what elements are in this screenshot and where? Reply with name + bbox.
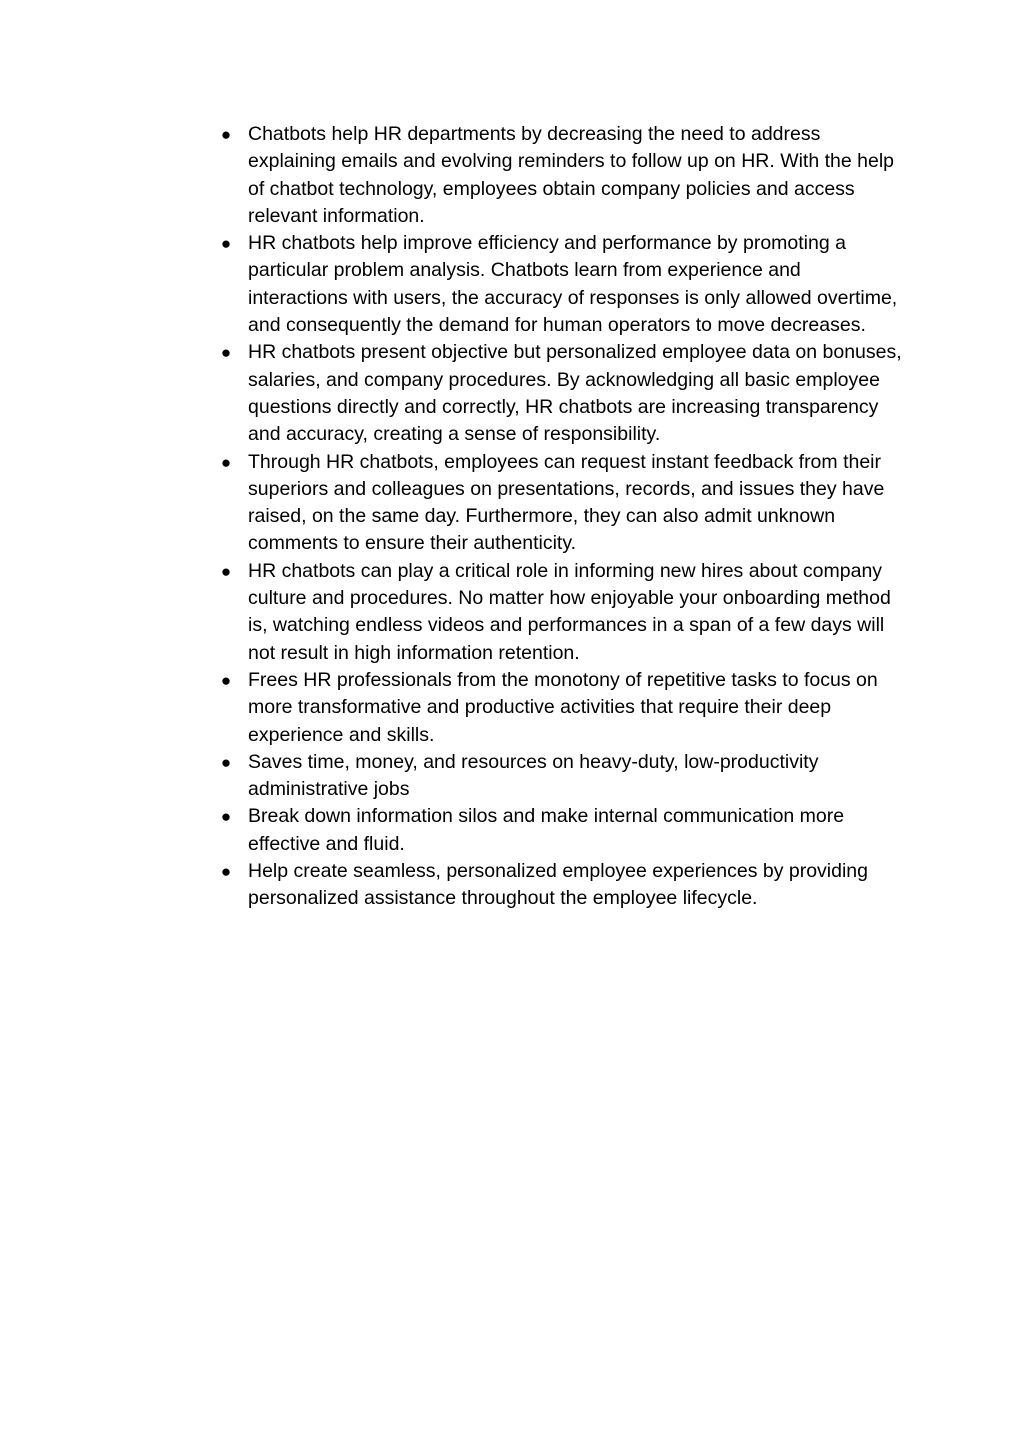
list-item (214, 858, 904, 913)
list-item-text: HR chatbots can play a critical role in informing new hires about company culture and procedures. No matter how enjoyable your onboarding method is, watching endless videos and performances in a span of a few days will not result in high information retention. (248, 559, 891, 664)
bullet-list (214, 121, 904, 913)
list-item-text: Through HR chatbots, employees can request instant feedback from their superiors and colleagues on presentations, records, and issues they have raised, on the same day. Furthermore, they can also admit unknown comments to ensure their authenticity. (248, 450, 885, 555)
bullet-icon: ● (220, 561, 232, 581)
list-item (214, 339, 904, 448)
bullet-icon: ● (220, 752, 232, 772)
list-item-text: Break down information silos and make internal communication more effective and fluid. (248, 805, 845, 855)
list-item-text: Help create seamless, personalized employee experiences by providing personalized assistance throughout the employee lifecycle. (248, 860, 869, 910)
list-item (214, 449, 904, 558)
list-item (214, 803, 904, 858)
list-item-text: HR chatbots help improve efficiency and performance by promoting a particular problem analysis. Chatbots learn from experience and interactions with users, the accuracy of responses is only allowed overtime, and consequently the demand for human operators to move decreases. (248, 232, 898, 337)
bullet-icon: ● (220, 234, 232, 254)
list-item-text: Chatbots help HR departments by decreasing the need to address explaining emails and evolving reminders to follow up on HR. With the help of chatbot technology, employees obtain company policies and access relevant information. (248, 123, 895, 227)
list-item-text: Frees HR professionals from the monotony of repetitive tasks to focus on more transformative and productive activities that require their deep experience and skills. (248, 668, 878, 746)
bullet-icon: ● (220, 670, 232, 690)
bullet-icon: ● (220, 452, 232, 472)
list-item-text: Saves time, money, and resources on heavy-duty, low-productivity administrative jobs (248, 750, 819, 801)
bullet-icon: ● (220, 862, 232, 882)
list-item (214, 749, 904, 804)
list-item (214, 121, 904, 230)
list-item-text: HR chatbots present objective but personalized employee data on bonuses, salaries, and company procedures. By acknowledging all basic employee questions directly and correctly, HR chatbots are increasing transparency and accuracy, creating a sense of responsibility. (248, 341, 902, 446)
list-item (214, 230, 904, 339)
list-item (214, 667, 904, 749)
bullet-icon: ● (220, 343, 232, 363)
bullet-icon: ● (220, 125, 232, 144)
list-item (214, 558, 904, 667)
bullet-icon: ● (220, 807, 232, 827)
